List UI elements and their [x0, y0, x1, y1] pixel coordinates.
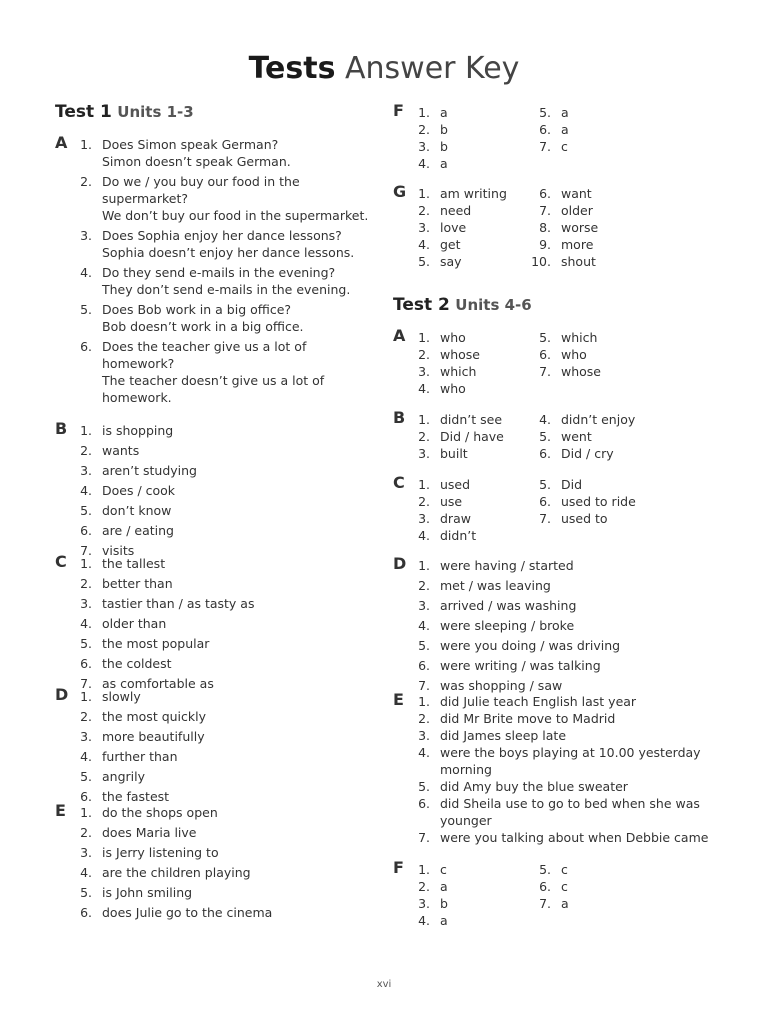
title-rest: Answer Key: [345, 51, 520, 86]
item-answer: the most popular: [102, 636, 210, 651]
item-answer: didn’t: [440, 528, 477, 543]
item-answer: did Mr Brite move to Madrid: [440, 711, 616, 726]
item-answer: need: [440, 203, 472, 218]
item-number: 1.: [418, 862, 430, 877]
item-number: 5.: [539, 477, 551, 492]
item-answer: does Maria live: [102, 825, 197, 840]
item-number: 3.: [80, 845, 92, 860]
item-answer: a: [561, 122, 569, 137]
item-answer: am writing: [440, 186, 507, 201]
item-answer: Did / cry: [561, 446, 614, 461]
item-answer: a: [440, 879, 448, 894]
section-letter: A: [393, 326, 406, 345]
section-letter: D: [55, 685, 69, 704]
item-answer: is Jerry listening to: [102, 845, 219, 860]
item-number: 7.: [539, 203, 551, 218]
page-number: xvi: [376, 979, 392, 990]
item-answer: which: [561, 330, 598, 345]
item-number: 4.: [418, 528, 430, 543]
item-answer: angrily: [102, 769, 145, 784]
item-answer: c: [561, 139, 568, 154]
item-answer: a: [561, 896, 569, 911]
item-answer: more: [561, 237, 594, 252]
item-answer: do the shops open: [102, 805, 218, 820]
item-number: 7.: [539, 139, 551, 154]
item-answer: further than: [102, 749, 178, 764]
section-letter: D: [393, 554, 407, 573]
item-number: 6.: [80, 523, 92, 538]
item-answer: a: [440, 156, 448, 171]
item-number: 9.: [539, 237, 551, 252]
item-answer: whose: [440, 347, 480, 362]
item-answer: use: [440, 494, 463, 509]
item-answer: slowly: [102, 689, 141, 704]
item-answer: want: [561, 186, 592, 201]
item-answer: were sleeping / broke: [440, 618, 575, 633]
item-number: 7.: [80, 676, 92, 691]
item-answer: worse: [561, 220, 599, 235]
item-answer: did Julie teach English last year: [440, 694, 637, 709]
item-answer: Bob doesn’t work in a big office.: [102, 319, 304, 334]
item-number: 1.: [418, 694, 430, 709]
item-number: 3.: [418, 220, 430, 235]
item-answer: are / eating: [102, 523, 174, 538]
item-number: 1.: [80, 137, 92, 152]
item-number: 4.: [418, 156, 430, 171]
item-answer: Did / have: [440, 429, 504, 444]
test2-heading: [393, 294, 532, 316]
item-number: 3.: [418, 896, 430, 911]
item-number: 2.: [418, 122, 430, 137]
item-answer: used: [440, 477, 471, 492]
item-number: 5.: [539, 105, 551, 120]
item-number: 6.: [539, 347, 551, 362]
item-number: 4.: [80, 265, 92, 280]
item-number: 7.: [539, 896, 551, 911]
item-number: 1.: [418, 412, 430, 427]
item-answer: met / was leaving: [440, 578, 551, 593]
item-answer: were having / started: [440, 558, 574, 573]
section-letter: F: [393, 101, 404, 120]
item-number: 5.: [418, 779, 430, 794]
item-number: 5.: [80, 503, 92, 518]
item-answer: didn’t enjoy: [561, 412, 636, 427]
item-number: 3.: [418, 446, 430, 461]
item-number: 2.: [418, 711, 430, 726]
item-answer: which: [440, 364, 477, 379]
item-answer: built: [440, 446, 468, 461]
item-answer: is John smiling: [102, 885, 193, 900]
item-answer: older: [561, 203, 593, 218]
item-answer: Simon doesn’t speak German.: [102, 154, 291, 169]
test2-name: Test 2: [393, 295, 450, 315]
item-answer: We don’t buy our food in the supermarket.: [102, 208, 369, 223]
item-answer: love: [440, 220, 467, 235]
item-number: 1.: [80, 689, 92, 704]
item-answer: a: [440, 913, 448, 928]
item-number: 5.: [80, 885, 92, 900]
item-number: 1.: [418, 186, 430, 201]
item-number: 1.: [80, 805, 92, 820]
item-number: 1.: [418, 477, 430, 492]
item-answer: did James sleep late: [440, 728, 567, 743]
item-number: 4.: [80, 616, 92, 631]
item-answer: is shopping: [102, 423, 174, 438]
item-answer: They don’t send e-mails in the evening.: [102, 282, 351, 297]
item-number: 7.: [418, 830, 430, 845]
item-answer: wants: [102, 443, 140, 458]
page-title: [0, 50, 768, 88]
item-answer: homework?: [102, 356, 175, 371]
item-number: 2.: [80, 825, 92, 840]
item-number: 5.: [418, 638, 430, 653]
item-number: 4.: [418, 381, 430, 396]
item-answer: draw: [440, 511, 471, 526]
section-letter: B: [55, 419, 68, 438]
item-number: 1.: [80, 556, 92, 571]
item-number: 2.: [418, 203, 430, 218]
item-number: 4.: [80, 483, 92, 498]
item-answer: homework.: [102, 390, 172, 405]
item-number: 2.: [80, 174, 92, 189]
section-letter: G: [393, 182, 407, 201]
item-number: 6.: [539, 879, 551, 894]
item-answer: went: [561, 429, 592, 444]
item-answer: a: [440, 105, 448, 120]
test1-name: Test 1: [55, 102, 112, 122]
section-letter: E: [393, 690, 404, 709]
item-answer: aren’t studying: [102, 463, 197, 478]
item-answer: did Sheila use to go to bed when she was: [440, 796, 700, 811]
item-answer: were you doing / was driving: [440, 638, 621, 653]
item-number: 4.: [418, 618, 430, 633]
item-number: 8.: [539, 220, 551, 235]
item-answer: the most quickly: [102, 709, 207, 724]
item-answer: visits: [102, 543, 135, 558]
item-answer: older than: [102, 616, 167, 631]
item-number: 2.: [418, 879, 430, 894]
item-answer: b: [440, 139, 448, 154]
item-answer: were the boys playing at 10.00 yesterday: [440, 745, 701, 760]
item-number: 1.: [418, 105, 430, 120]
test2-units: Units 4-6: [455, 296, 532, 314]
item-answer: were you talking about when Debbie came: [440, 830, 709, 845]
item-answer: shout: [561, 254, 596, 269]
item-number: 6.: [418, 796, 430, 811]
item-number: 2.: [80, 443, 92, 458]
item-number: 2.: [418, 578, 430, 593]
item-number: 2.: [80, 709, 92, 724]
item-answer: used to: [561, 511, 608, 526]
item-number: 4.: [418, 913, 430, 928]
test1-units: Units 1-3: [117, 103, 194, 121]
item-number: 7.: [539, 364, 551, 379]
item-number: 6.: [539, 186, 551, 201]
item-answer: whose: [561, 364, 601, 379]
item-answer: the coldest: [102, 656, 172, 671]
item-answer: b: [440, 122, 448, 137]
item-answer: say: [440, 254, 462, 269]
item-number: 4.: [418, 745, 430, 760]
item-number: 6.: [80, 656, 92, 671]
item-answer: more beautifully: [102, 729, 205, 744]
item-answer: Does Simon speak German?: [102, 137, 279, 152]
item-number: 3.: [418, 139, 430, 154]
item-number: 3.: [418, 511, 430, 526]
item-number: 3.: [80, 729, 92, 744]
item-number: 6.: [80, 339, 92, 354]
item-number: 1.: [418, 330, 430, 345]
item-answer: get: [440, 237, 461, 252]
section-letter: A: [55, 133, 68, 152]
item-answer: used to ride: [561, 494, 636, 509]
item-number: 7.: [539, 511, 551, 526]
item-answer: didn’t see: [440, 412, 503, 427]
item-answer: c: [561, 879, 568, 894]
item-answer: did Amy buy the blue sweater: [440, 779, 628, 794]
item-number: 6.: [418, 658, 430, 673]
item-number: 1.: [80, 423, 92, 438]
item-answer: The teacher doesn’t give us a lot of: [102, 373, 325, 388]
item-answer: Does Bob work in a big office?: [102, 302, 292, 317]
item-answer: Does / cook: [102, 483, 176, 498]
item-answer: are the children playing: [102, 865, 251, 880]
item-number: 5.: [539, 862, 551, 877]
item-answer: younger: [440, 813, 492, 828]
item-number: 3.: [80, 596, 92, 611]
section-letter: C: [393, 473, 405, 492]
item-number: 6.: [80, 905, 92, 920]
item-answer: arrived / was washing: [440, 598, 577, 613]
item-answer: the fastest: [102, 789, 170, 804]
item-answer: does Julie go to the cinema: [102, 905, 273, 920]
item-answer: a: [561, 105, 569, 120]
item-number: 4.: [418, 237, 430, 252]
item-answer: who: [440, 381, 466, 396]
item-number: 6.: [80, 789, 92, 804]
item-answer: Sophia doesn’t enjoy her dance lessons.: [102, 245, 355, 260]
item-number: 6.: [539, 122, 551, 137]
item-answer: better than: [102, 576, 173, 591]
item-number: 5.: [80, 769, 92, 784]
item-answer: was shopping / saw: [440, 678, 563, 693]
item-answer: morning: [440, 762, 492, 777]
item-number: 5.: [80, 636, 92, 651]
item-answer: b: [440, 896, 448, 911]
item-answer: c: [561, 862, 568, 877]
item-answer: who: [440, 330, 466, 345]
item-answer: Does Sophia enjoy her dance lessons?: [102, 228, 342, 243]
item-number: 5.: [539, 330, 551, 345]
item-number: 6.: [539, 446, 551, 461]
section-letter: F: [393, 858, 404, 877]
item-answer: c: [440, 862, 447, 877]
item-number: 7.: [80, 543, 92, 558]
item-number: 5.: [418, 254, 430, 269]
item-number: 2.: [80, 576, 92, 591]
item-number: 3.: [418, 728, 430, 743]
item-number: 5.: [539, 429, 551, 444]
item-answer: as comfortable as: [102, 676, 214, 691]
item-number: 3.: [80, 463, 92, 478]
item-answer: don’t know: [102, 503, 172, 518]
title-bold: Tests: [248, 51, 336, 86]
item-number: 2.: [418, 429, 430, 444]
item-number: 4.: [80, 749, 92, 764]
item-number: 3.: [80, 228, 92, 243]
test1-heading: [55, 101, 194, 123]
item-answer: tastier than / as tasty as: [102, 596, 255, 611]
item-answer: Do they send e-mails in the evening?: [102, 265, 336, 280]
item-number: 2.: [418, 347, 430, 362]
item-answer: Does the teacher give us a lot of: [102, 339, 307, 354]
item-answer: the tallest: [102, 556, 166, 571]
item-number: 1.: [418, 558, 430, 573]
item-number: 3.: [418, 364, 430, 379]
section-letter: E: [55, 801, 66, 820]
item-number: 3.: [418, 598, 430, 613]
item-answer: who: [561, 347, 587, 362]
item-number: 5.: [80, 302, 92, 317]
item-answer: Did: [561, 477, 583, 492]
item-number: 10.: [531, 254, 551, 269]
item-number: 2.: [418, 494, 430, 509]
item-number: 7.: [418, 678, 430, 693]
item-answer: were writing / was talking: [440, 658, 601, 673]
item-number: 4.: [80, 865, 92, 880]
item-number: 4.: [539, 412, 551, 427]
item-number: 6.: [539, 494, 551, 509]
section-letter: C: [55, 552, 67, 571]
item-answer: supermarket?: [102, 191, 188, 206]
section-letter: B: [393, 408, 406, 427]
item-answer: Do we / you buy our food in the: [102, 174, 300, 189]
